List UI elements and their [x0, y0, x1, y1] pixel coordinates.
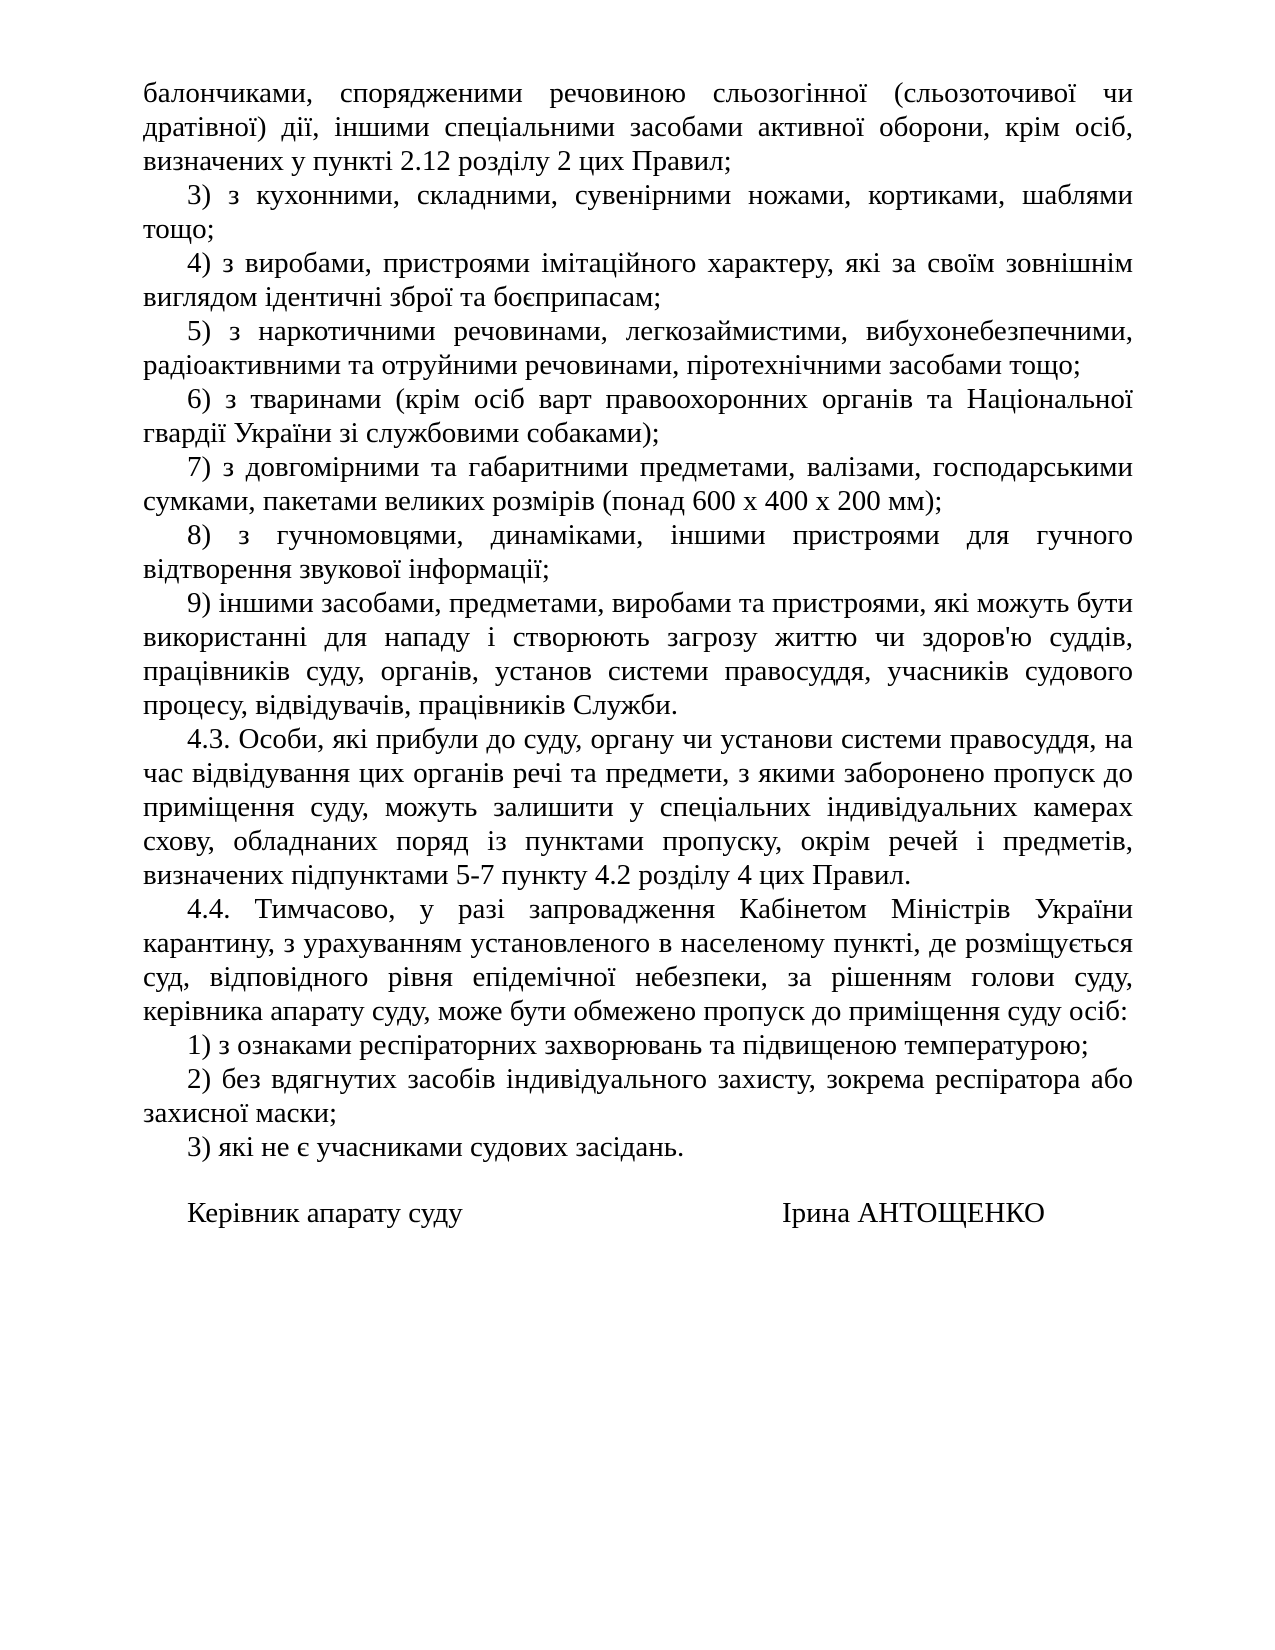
paragraph-4-4: 4.4. Тимчасово, у разі запровадження Кабінетом Міністрів України карантину, з урахуванням установленого в населеному пункті, де розміщується суд, відповідного рівня епідемічної небезпеки, за рішенням голови суду, керівника апарату суду, може бути обмежено пропуск до приміщення суду осіб: [143, 893, 1133, 1027]
paragraph-item-9: 9) іншими засобами, предметами, виробами та пристроями, які можуть бути використанні для нападу і створюють загрозу життю чи здоров'ю суддів, працівників суду, органів, установ системи правосуддя, учасників судового процесу, відвідувачів, працівників Служби. [143, 587, 1133, 721]
paragraph-continuation: балончиками, спорядженими речовиною сльозогінної (сльозоточивої чи дратівної) дії, іншими спеціальними засобами активної оборони, крім осіб, визначених у пункті 2.12 розділу 2 цих Правил; [143, 77, 1133, 177]
signature-role: Керівник апарату суду [187, 1197, 463, 1229]
paragraph-item-7: 7) з довгомірними та габаритними предметами, валізами, господарськими сумками, пакетами великих розмірів (понад 600 х 400 х 200 мм); [143, 451, 1133, 517]
signature-name: Ірина АНТОЩЕНКО [782, 1197, 1045, 1229]
paragraph-subitem-3: 3) які не є учасниками судових засідань. [187, 1131, 685, 1163]
paragraph-item-4: 4) з виробами, пристроями імітаційного характеру, які за своїм зовнішнім виглядом ідентичні зброї та боєприпасам; [143, 247, 1133, 313]
paragraph-item-8: 8) з гучномовцями, динаміками, іншими пристроями для гучного відтворення звукової інформації; [143, 519, 1133, 585]
paragraph-subitem-2: 2) без вдягнутих засобів індивідуального захисту, зокрема респіратора або захисної маски; [143, 1063, 1133, 1129]
paragraph-subitem-1: 1) з ознаками респіраторних захворювань та підвищеною температурою; [187, 1029, 1089, 1061]
paragraph-item-5: 5) з наркотичними речовинами, легкозаймистими, вибухонебезпечними, радіоактивними та отруйними речовинами, піротехнічними засобами тощо; [143, 315, 1133, 381]
paragraph-4-3: 4.3. Особи, які прибули до суду, органу чи установи системи правосуддя, на час відвідування цих органів речі та предмети, з якими заборонено пропуск до приміщення суду, можуть залишити у спеціальних індивідуальних камерах схову, обладнаних поряд із пунктами пропуску, окрім речей і предметів, визначених підпунктами 5-7 пункту 4.2 розділу 4 цих Правил. [143, 723, 1133, 891]
document-body [143, 76, 1133, 1164]
paragraph-item-6: 6) з тваринами (крім осіб варт правоохоронних органів та Національної гвардії України зі службовими собаками); [143, 383, 1133, 449]
paragraph-item-3: 3) з кухонними, складними, сувенірними ножами, кортиками, шаблями тощо; [143, 179, 1133, 245]
signature-block [143, 1196, 1133, 1236]
